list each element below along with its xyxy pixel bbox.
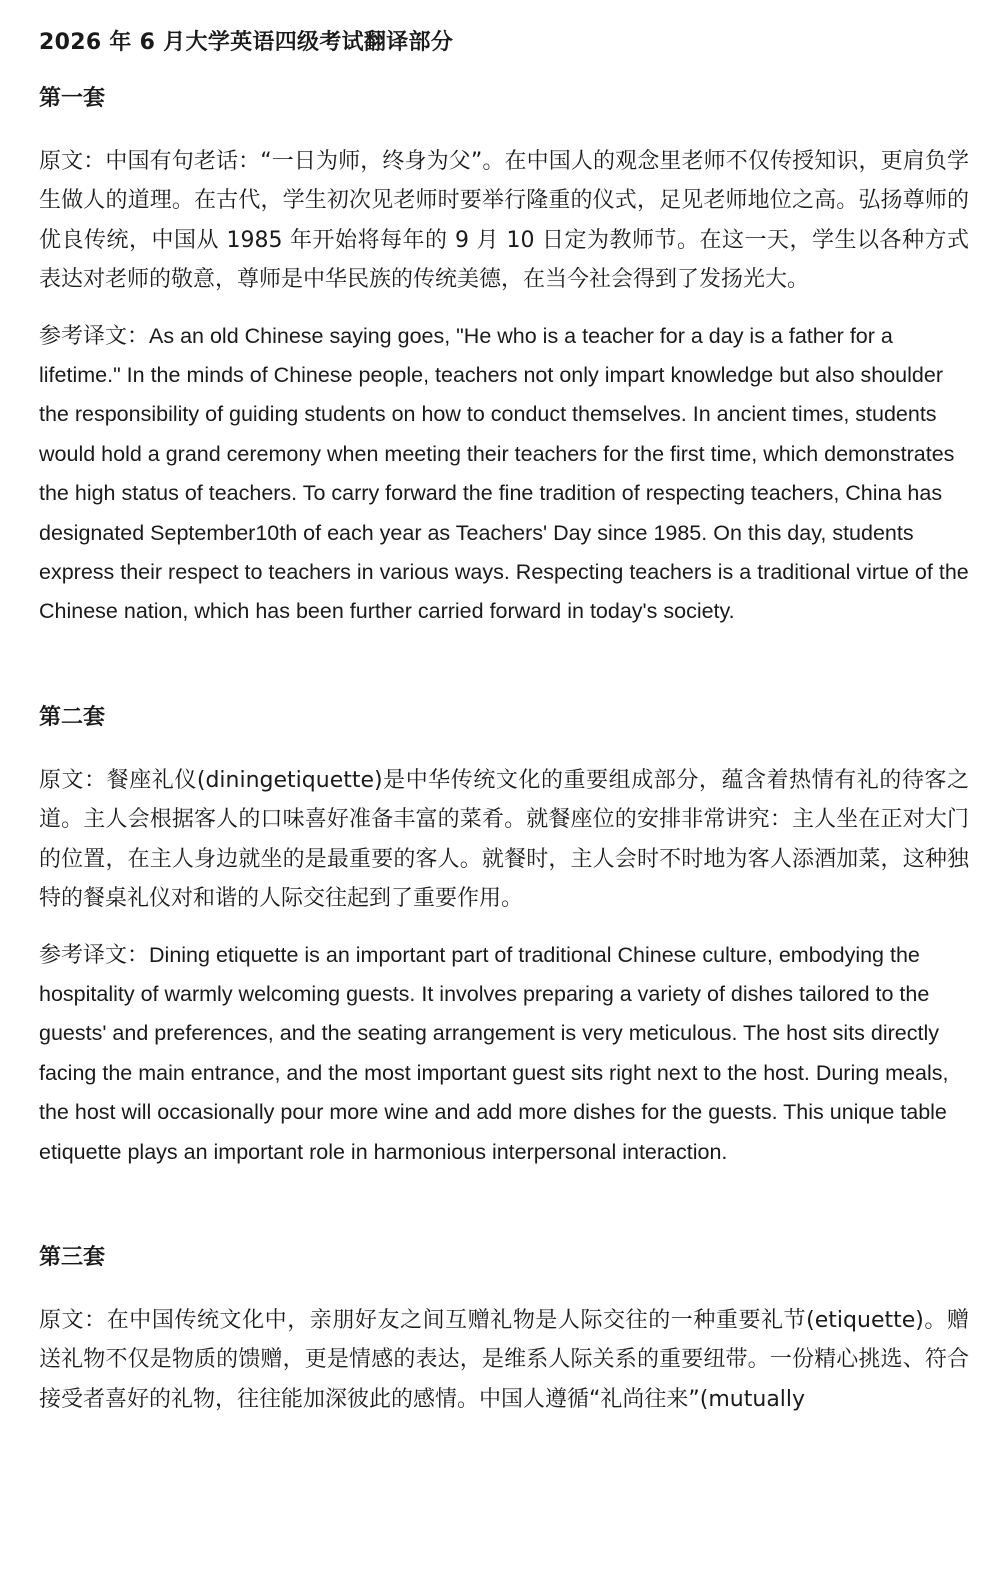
- set-2-original-label: 原文：: [39, 767, 107, 793]
- set-2-heading: 第二套: [39, 704, 106, 730]
- set-2-translation-paragraph: [39, 936, 969, 1172]
- set-2-section: [39, 703, 969, 1172]
- set-1-original-paragraph: [39, 142, 969, 300]
- document-page: [39, 28, 969, 1436]
- set-3-original-text: 在中国传统文化中，亲朋好友之间互赠礼物是人际交往的一种重要礼节(etiquette)。赠送礼物不仅是物质的馈赠，更是情感的表达，是维系人际关系的重要纽带。一份精心挑选、符合接受者喜好的礼物，往往能加深彼此的感情。中国人遵循“礼尚往来”(mutually: [39, 1307, 969, 1412]
- set-3-original-label: 原文：: [39, 1307, 107, 1333]
- set-3-heading: 第三套: [39, 1244, 106, 1270]
- set-3-original-paragraph: [39, 1301, 969, 1419]
- set-1-original-text: 中国有句老话：“一日为师，终身为父”。在中国人的观念里老师不仅传授知识，更肩负学生做人的道理。在古代，学生初次见老师时要举行隆重的仪式，足见老师地位之高。弘扬尊师的优良传统，中国从 1985 年开始将每年的 9 月 10 日定为教师节。在这一天，学生以各种方式表达对老师的敬意，尊师是中华民族的传统美德，在当今社会得到了发扬光大。: [39, 149, 969, 293]
- set-1-heading: 第一套: [39, 86, 106, 111]
- document-title: 2026 年 6 月大学英语四级考试翻译部分: [39, 30, 454, 55]
- set-1-section: [39, 84, 969, 632]
- set-2-original-text: 餐座礼仪(diningetiquette)是中华传统文化的重要组成部分，蕴含着热情有礼的待客之道。主人会根据客人的口味喜好准备丰富的菜肴。就餐座位的安排非常讲究：主人坐在正对大门的位置，在主人身边就坐的是最重要的客人。就餐时，主人会时不时地为客人添酒加菜，这种独特的餐桌礼仪对和谐的人际交往起到了重要作用。: [39, 767, 969, 912]
- set-2-translation-label: 参考译文：: [39, 942, 150, 968]
- set-1-translation-label: 参考译文：: [39, 323, 150, 349]
- set-1-original-label: 原文：: [39, 149, 106, 174]
- set-1-translation-paragraph: [39, 317, 969, 632]
- set-2-original-paragraph: [39, 761, 969, 919]
- set-2-translation-text: Dining etiquette is an important part of traditional Chinese culture, embodying the hospitality of warmly welcoming guests. It involves preparing a variety of dishes tailored to the guests' and preferences, and the seating arrangement is very meticulous. The host sits directly facing the main entrance, and the most important guest sits right next to the host. During meals, the host will occasionally pour more wine and add more dishes for the guests. This unique table etiquette plays an important role in harmonious interpersonal interaction.: [39, 942, 949, 1164]
- set-3-section: [39, 1243, 969, 1419]
- set-1-translation-text: As an old Chinese saying goes, "He who is a teacher for a day is a father for a lifetime." In the minds of Chinese people, teachers not only impart knowledge but also shoulder the responsibility of guiding students on how to conduct themselves. In ancient times, students would hold a grand ceremony when meeting their teachers for the first time, which demonstrates the high status of teachers. To carry forward the fine tradition of respecting teachers, China has designated September10th of each year as Teachers' Day since 1985. On this day, students express their respect to teachers in various ways. Respecting teachers is a traditional virtue of the Chinese nation, which has been further carried forward in today's society.: [39, 323, 969, 624]
